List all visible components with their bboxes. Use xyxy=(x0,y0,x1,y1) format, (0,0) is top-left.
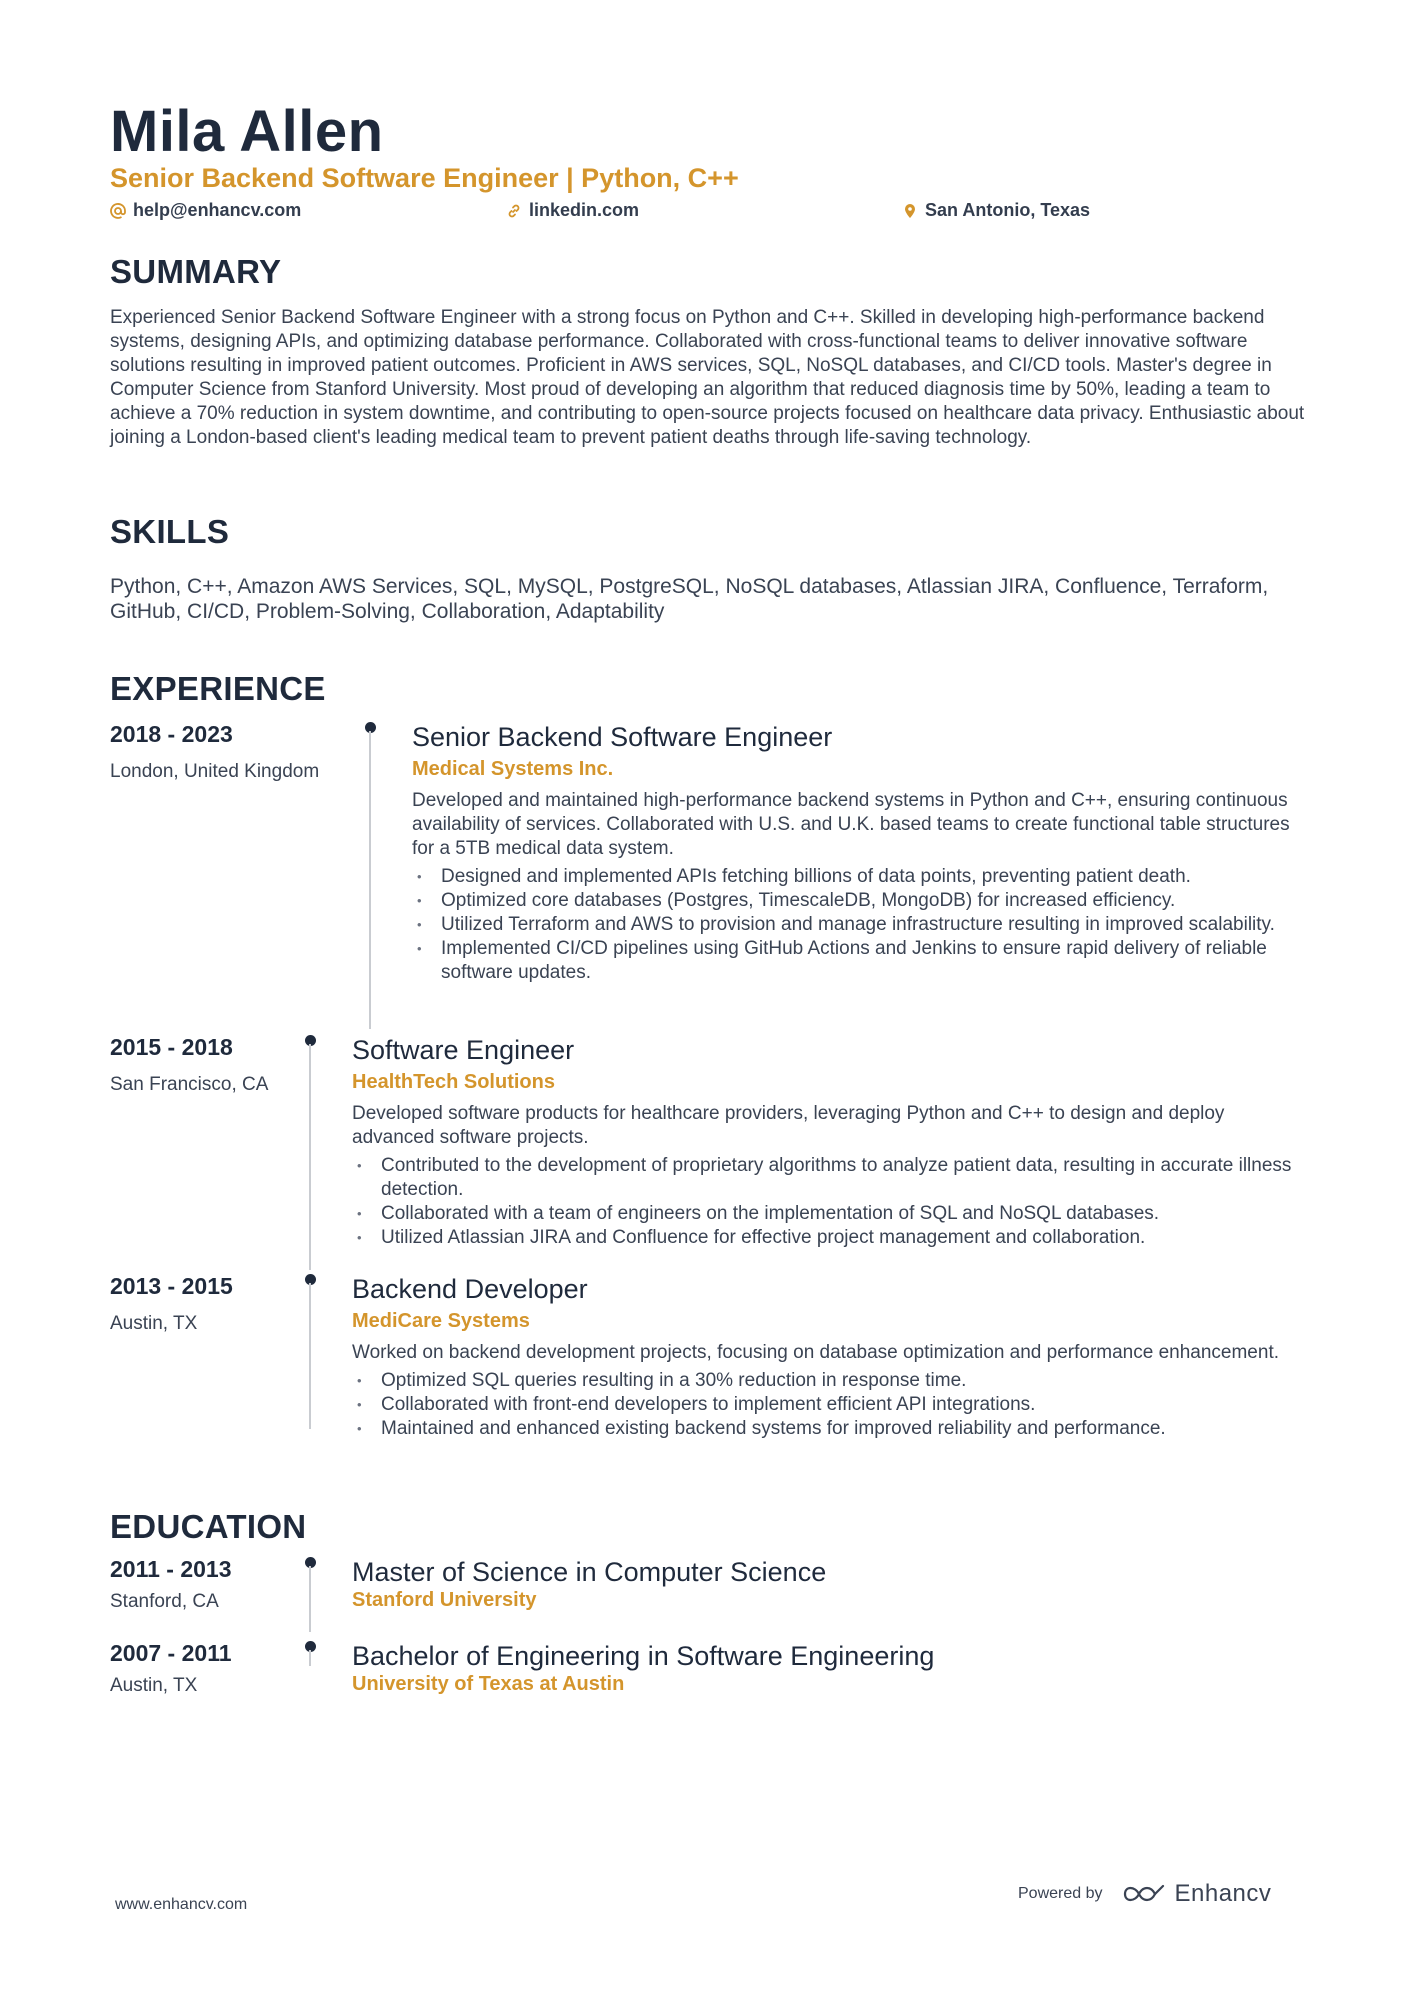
education-location: Austin, TX xyxy=(110,1675,198,1696)
experience-bullets xyxy=(352,1154,1310,1250)
experience-location: Austin, TX xyxy=(110,1313,198,1334)
link-icon xyxy=(506,203,522,219)
experience-bullet: • Utilized Atlassian JIRA and Confluence for effective project management and collaboration. xyxy=(352,1226,1310,1250)
experience-content xyxy=(352,1034,1310,1250)
education-degree: Master of Science in Computer Science xyxy=(352,1557,827,1587)
experience-content xyxy=(412,721,1310,985)
experience-bullet: • Designed and implemented APIs fetching billions of data points, preventing patient death. xyxy=(412,865,1310,889)
education-school: Stanford University xyxy=(352,1589,537,1611)
timeline-line xyxy=(309,1566,311,1632)
contact-email[interactable] xyxy=(110,200,301,221)
experience-bullet: • Collaborated with a team of engineers on the implementation of SQL and NoSQL databases. xyxy=(352,1202,1310,1226)
timeline-line xyxy=(309,1283,311,1429)
experience-location: San Francisco, CA xyxy=(110,1074,269,1095)
education-period: 2007 - 2011 xyxy=(110,1640,232,1666)
linkedin-text: linkedin.com xyxy=(529,200,640,220)
skills-text: Python, C++, Amazon AWS Services, SQL, MySQL, PostgreSQL, NoSQL databases, Atlassian JIRA, Confluence, Terraform, GitHub, CI/CD, Problem-Solving, Collaboration, Adaptability xyxy=(110,575,1269,623)
experience-description: Worked on backend development projects, focusing on database optimization and performance enhancement. xyxy=(352,1342,1280,1363)
experience-bullet: • Maintained and enhanced existing backend systems for improved reliability and performance. xyxy=(352,1417,1310,1441)
experience-bullet: • Collaborated with front-end developers to implement efficient API integrations. xyxy=(352,1393,1310,1417)
experience-entry xyxy=(110,721,1310,1029)
footer-website-link[interactable]: www.enhancv.com xyxy=(115,1896,248,1913)
experience-bullet: • Optimized core databases (Postgres, TimescaleDB, MongoDB) for increased efficiency. xyxy=(412,889,1310,913)
location-pin-icon xyxy=(902,203,918,219)
education-period: 2011 - 2013 xyxy=(110,1556,232,1582)
experience-bullets xyxy=(412,865,1310,985)
education-location: Stanford, CA xyxy=(110,1591,219,1612)
at-icon xyxy=(110,203,126,219)
experience-entry xyxy=(110,1034,1310,1270)
timeline-line xyxy=(309,1650,311,1666)
email-text: help@enhancv.com xyxy=(133,200,302,220)
contact-linkedin[interactable] xyxy=(506,200,639,221)
experience-role: Software Engineer xyxy=(352,1035,575,1065)
experience-bullet: • Contributed to the development of proprietary algorithms to analyze patient data, resulting in accurate illness detection. xyxy=(352,1154,1310,1202)
enhancv-logo-icon xyxy=(1121,1882,1167,1906)
experience-period: 2013 - 2015 xyxy=(110,1273,233,1299)
education-entry xyxy=(110,1556,1310,1632)
experience-company: Medical Systems Inc. xyxy=(412,758,614,780)
experience-content xyxy=(352,1273,1310,1441)
summary-title: SUMMARY xyxy=(110,253,282,290)
brand-name: Enhancv xyxy=(1174,1880,1272,1907)
skills-title: SKILLS xyxy=(110,513,230,550)
experience-entry xyxy=(110,1273,1310,1439)
location-text: San Antonio, Texas xyxy=(925,200,1091,220)
education-content xyxy=(352,1640,1310,1696)
powered-by-label: Powered by xyxy=(1018,1885,1103,1902)
experience-company: HealthTech Solutions xyxy=(352,1071,555,1093)
contact-location xyxy=(902,200,1090,221)
experience-location: London, United Kingdom xyxy=(110,761,320,782)
experience-role: Backend Developer xyxy=(352,1274,588,1304)
education-school: University of Texas at Austin xyxy=(352,1673,625,1695)
footer-branding xyxy=(1018,1880,1271,1908)
timeline-line xyxy=(309,1044,311,1270)
summary-text: Experienced Senior Backend Software Engineer with a strong focus on Python and C++. Skilled in developing high-performance backend systems, designing APIs, and optimizing database performance. Collaborated with cross-functional teams to deliver innovative software solutions resulting in improved patient outcomes. Proficient in AWS services, SQL, NoSQL databases, and CI/CD tools. Master's degree in Computer Science from Stanford University. Most proud of developing an algorithm that reduced diagnosis time by 50%, leading a team to achieve a 70% reduction in system downtime, and contributing to open-source projects focused on healthcare data privacy. Enthusiastic about joining a London-based client's leading medical team to prevent patient deaths through life-saving technology. xyxy=(110,307,1305,448)
education-title: EDUCATION xyxy=(110,1508,307,1545)
experience-company: MediCare Systems xyxy=(352,1310,530,1332)
candidate-name: Mila Allen xyxy=(110,99,384,164)
experience-title: EXPERIENCE xyxy=(110,670,326,707)
experience-bullet: • Implemented CI/CD pipelines using GitHub Actions and Jenkins to ensure rapid delivery of reliable software updates. xyxy=(412,937,1310,985)
experience-bullets xyxy=(352,1369,1310,1441)
timeline-line xyxy=(369,731,371,1029)
experience-bullet: • Optimized SQL queries resulting in a 30% reduction in response time. xyxy=(352,1369,1310,1393)
experience-role: Senior Backend Software Engineer xyxy=(412,722,833,752)
experience-description: Developed and maintained high-performance backend systems in Python and C++, ensuring continuous availability of services. Collaborated with U.S. and U.K. based teams to create functional table structures for a 5TB medical data system. xyxy=(412,790,1290,859)
experience-bullet: • Utilized Terraform and AWS to provision and manage infrastructure resulting in improved scalability. xyxy=(412,913,1310,937)
experience-description: Developed software products for healthcare providers, leveraging Python and C++ to design and deploy advanced software projects. xyxy=(352,1103,1225,1148)
enhancv-brand[interactable] xyxy=(1121,1880,1272,1908)
education-content xyxy=(352,1556,1310,1612)
headline: Senior Backend Software Engineer | Python, C++ xyxy=(110,163,739,193)
experience-period: 2015 - 2018 xyxy=(110,1034,233,1060)
education-entry xyxy=(110,1640,1310,1696)
contact-bar xyxy=(110,200,1310,226)
education-degree: Bachelor of Engineering in Software Engineering xyxy=(352,1641,935,1671)
experience-period: 2018 - 2023 xyxy=(110,721,233,747)
